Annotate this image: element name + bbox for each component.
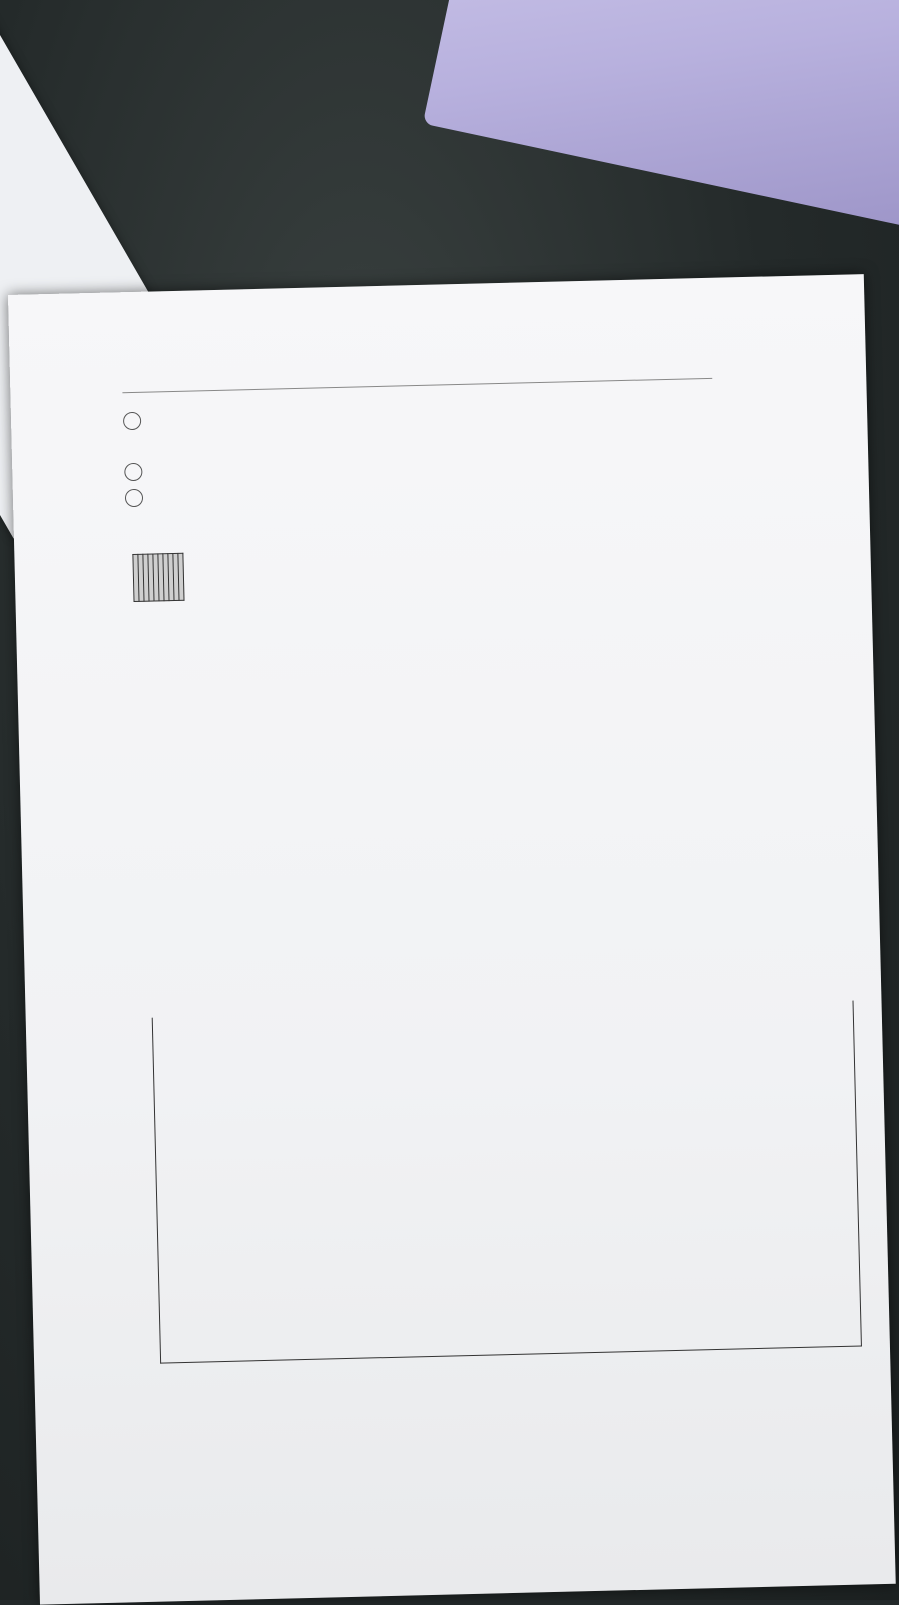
electric-notes-box	[152, 1001, 862, 1364]
note-item	[123, 411, 156, 445]
note-number	[124, 463, 142, 481]
table-header-row	[133, 553, 184, 601]
note-number	[123, 412, 141, 430]
note-item	[124, 462, 157, 484]
header-cell	[178, 553, 184, 600]
note-number	[125, 489, 143, 507]
note-item	[125, 488, 158, 510]
note-continuation	[124, 444, 156, 445]
config-table	[132, 553, 184, 602]
header-divider	[122, 378, 712, 393]
document-page	[8, 274, 896, 1605]
